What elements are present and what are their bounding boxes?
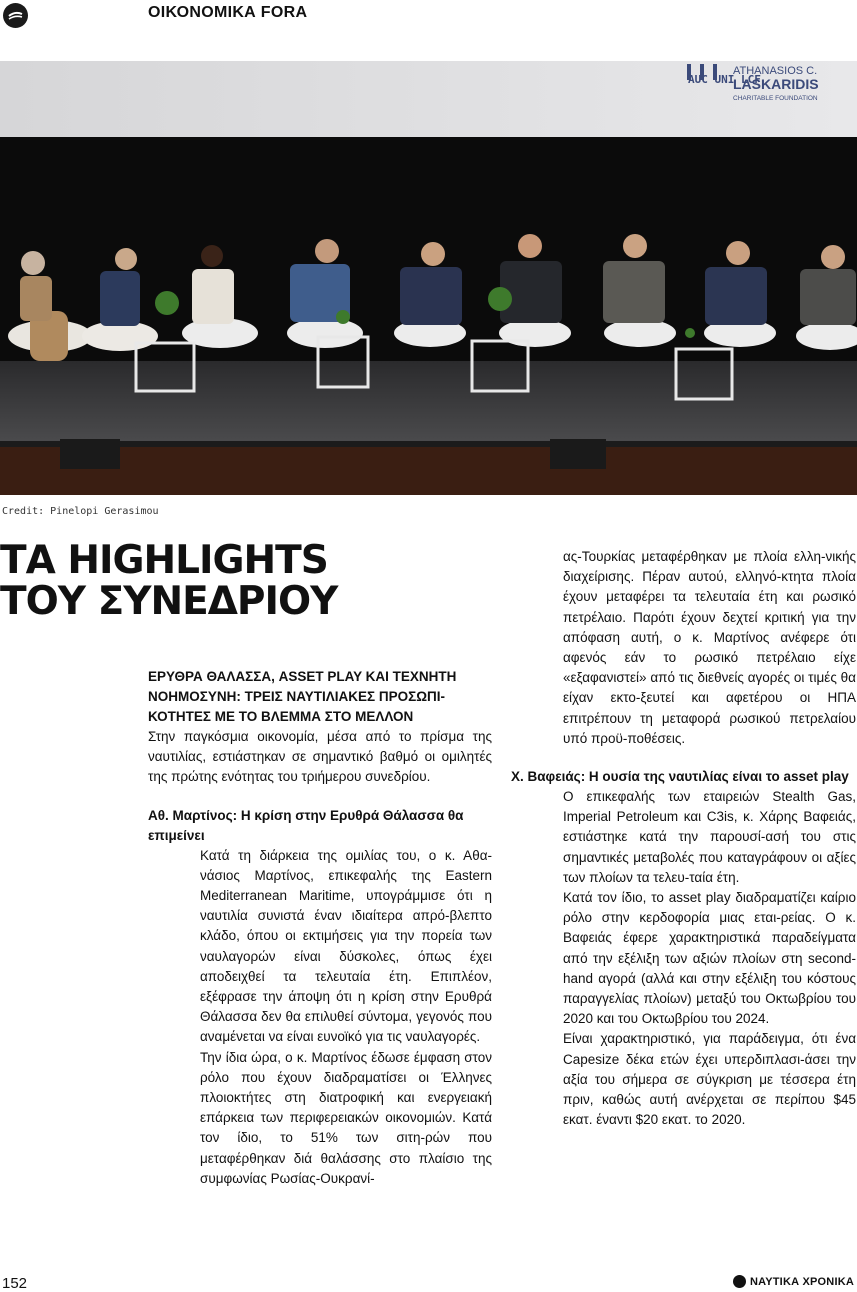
- conference-photo: [0, 61, 857, 495]
- martinos-paragraph-2: Την ίδια ώρα, ο κ. Μαρτίνος έδωσε έμφαση στον ρόλο που έχουν διαδραματίσει οι Έλληνες πλοιοκτήτες στη διατροφική και ενεργειακή επάρκεια των περιφερειακών οικονομιών. Κατά τον ίδιο, το 51% των σιτη-ρών που μεταφέρθηκαν διά θαλάσσης στο πλαίσιο της συμφωνίας Ρωσίας-Ουκρανί-: [200, 1049, 492, 1186]
- brand-name: ΝΑΥΤΙΚΑ ΧΡΟΝΙΚΑ: [749, 1275, 854, 1288]
- article-column-right: [511, 547, 856, 1130]
- martinos-paragraph-1: Κατά τη διάρκεια της ομιλίας του, ο κ. Αθα-νάσιος Μαρτίνος, επικεφαλής της Eastern Mediterranean Maritime, υπογράμμισε ότι η ναυτιλία συνιστά έναν ιδιαίτερα απρό-βλεπτο κλάδο, όπου οι εκτιμήσεις για την πορεία των ναυλαγορών είναι δύσκολες, όπως έχει αποδειχθεί τα τελευταία έτη. Επιπλέον, εξέφρασε την άποψη ότι η κρίση στην Ερυθρά Θάλασσα δεν θα επιλυθεί σύντομα, γεγονός που αναμένεται να είναι ευνοϊκό για τις ναυλαγορές.: [200, 847, 492, 1045]
- section-title: ΟΙΚΟΝΟΜΙΚΑ FORA: [148, 4, 308, 21]
- article-deck: ΕΡΥΘΡΑ ΘΑΛΑΣΣΑ, ASSET PLAY ΚΑΙ ΤΕΧΝΗΤΗ ΝΟΗΜΟΣΥΝΗ: ΤΡΕΙΣ ΝΑΥΤΙΛΙΑΚΕΣ ΠΡΟΣΩΠΙ-ΚΟΤΗΤΕΣ ΜΕ ΤΟ ΒΛΕΜΜΑ ΣΤΟ ΜΕΛΛΟΝ: [148, 669, 457, 724]
- section-heading-vafeias: Χ. Βαφειάς: Η ουσία της ναυτιλίας είναι το asset play: [511, 769, 849, 785]
- publication-logo-icon: [3, 3, 28, 28]
- martinos-paragraph-2-continued: ας-Τουρκίας μεταφέρθηκαν με πλοία ελλη-νικής διαχείρισης. Πέραν αυτού, ελληνό-κτητα πλοία έχουν μεταφέρει τα τελευταία έτη και ρωσικό πετρέλαιο. Παρότι έχουν δεχτεί κριτική για την απόφαση αυτή, ο κ. Μαρτίνος ανέφερε ότι αφενός εάν το ρωσικό πετρέλαιο είχε «εξαφανιστεί» από τις διεθνείς αγορές οι τιμές θα είχαν εκτο-ξευτεί και αφετέρου οι ΗΠΑ επιτρέπουν τη μεταφορά ρωσικού πετρελαίου υπό προϋ-ποθέσεις.: [563, 549, 856, 746]
- article-intro: Στην παγκόσμια οικονομία, μέσα από το πρίσμα της ναυτιλίας, εστιάστηκαν σε σημαντικό βαθμό οι ομιλητές της πρώτης ενότητας του τριήμερου συνεδρίου.: [148, 729, 492, 785]
- article-headline: [0, 540, 500, 622]
- svg-text:CHARITABLE FOUNDATION: CHARITABLE FOUNDATION: [733, 95, 818, 102]
- vafeias-paragraph-3: Είναι χαρακτηριστικό, για παράδειγμα, ότι ένα Capesize δέκα ετών έχει υπερδιπλασι-άσει την αξία του σήμερα σε σύγκριση με τέσσερα έτη πριν, καθώς αυτή ανέρχεται σε περίπου $45 εκατ. έναντι $20 εκατ. το 2020.: [563, 1031, 856, 1128]
- article-column-left: [148, 667, 492, 1189]
- footer-brand: [733, 1275, 854, 1288]
- svg-text:LASKARIDIS: LASKARIDIS: [733, 76, 819, 92]
- headline-line-2: ΤΟΥ ΣΥΝΕΔΡΙΟΥ: [0, 579, 338, 624]
- page-number: 152: [2, 1275, 28, 1292]
- photo-credit: Credit: Pinelopi Gerasimou: [2, 506, 159, 517]
- headline-line-1: ΤΑ HIGHLIGHTS: [0, 538, 328, 583]
- svg-text:ATHANASIOS C.: ATHANASIOS C.: [733, 65, 818, 77]
- section-heading-martinos: Αθ. Μαρτίνος: Η κρίση στην Ερυθρά Θάλασσα θα επιμείνει: [148, 807, 464, 843]
- vafeias-paragraph-1: Ο επικεφαλής των εταιρειών Stealth Gas, Imperial Petroleum και C3is, κ. Χάρης Βαφειάς, εστιάστηκε κατά την παρουσί-ασή του στις σημαντικές μεταβολές που καταγράφουν οι αξίες των πλοίων τα τελευ-ταία έτη.: [563, 789, 856, 885]
- vafeias-paragraph-2: Κατά τον ίδιο, το asset play διαδραματίζει καίριο ρόλο στην κερδοφορία μιας εται-ρείας. Ο κ. Βαφειάς έφερε χαρακτηριστικά παραδείγματα από την εξέλιξη των αξιών πλοίων στη second-hand αγορά (αλλά και στην εξέλιξη του κόστους παραγγελίας πλοίων) μεταξύ του Οκτωβρίου του 2020 και του Οκτωβρίου του 2024.: [563, 890, 856, 1027]
- svg-text:AUC UNI LCF: AUC UNI LCF: [688, 73, 761, 86]
- brand-logo-icon: [733, 1275, 746, 1288]
